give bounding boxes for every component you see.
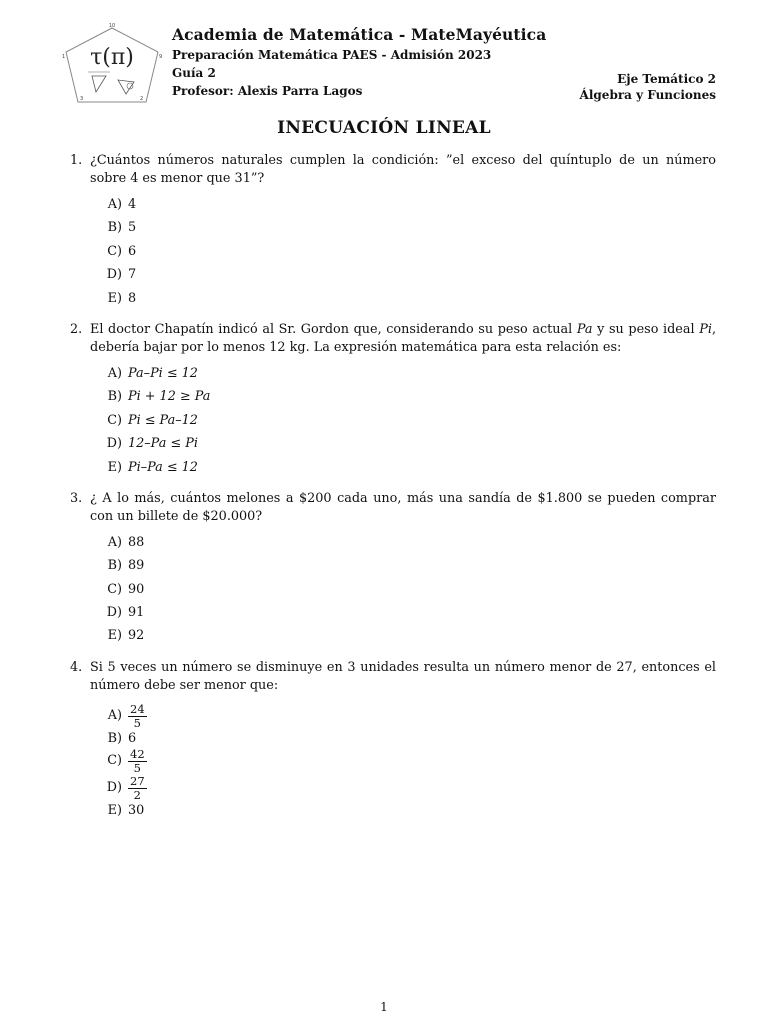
header-info: [172, 25, 546, 98]
svg-text:9: 9: [159, 54, 163, 60]
topic-name: Álgebra y Funciones: [579, 88, 716, 102]
question-text: ¿ A lo más, cuántos melones a $200 cada uno, más una sandía de $1.800 se pueden comprar con un billete de $20.000?: [90, 490, 716, 524]
question-number: 2.: [70, 321, 83, 337]
option-c: C) 6: [107, 243, 137, 259]
options-list: [98, 365, 716, 482]
option-e: E) Pi–Pa ≤ 12: [107, 459, 198, 475]
option-b: B) 5: [107, 220, 137, 236]
fraction: $\frac{24}{5}$: [130, 701, 145, 730]
question-text: ¿Cuántos números naturales cumplen la condición: ”el exceso del quíntuplo de un número sobre 4 es menor que 31”?: [90, 153, 716, 186]
option-b: B) Pi + 12 ≥ Pa: [107, 389, 211, 405]
question-number: 3.: [70, 490, 83, 506]
fraction: $\frac{27}{2}$: [130, 773, 145, 802]
option-c: C) $\frac{42}{5}$: [107, 746, 145, 775]
question-list: [68, 152, 716, 828]
institution-name: Academia de Matemática - MateMayéutica: [172, 25, 547, 44]
option-d: D) $\frac{27}{2}$: [106, 773, 145, 802]
header-topic: [580, 70, 716, 102]
question-text: Si 5 veces un número se disminuye en 3 unidades resulta un número menor de 27, entonces el número debe ser menor que:: [90, 659, 716, 693]
program-name: Preparación Matemática PAES - Admisión 2023: [172, 48, 492, 62]
svg-text:10: 10: [108, 23, 116, 29]
fraction: $\frac{42}{5}$: [130, 746, 145, 775]
guide-name: Guía 2: [172, 66, 216, 80]
page-header: [60, 22, 716, 108]
option-a: A) $\frac{24}{5}$: [107, 701, 145, 730]
option-d: D) 91: [106, 605, 145, 621]
option-c: C) 90: [107, 581, 145, 597]
professor-name: Profesor: Alexis Parra Lagos: [172, 84, 363, 98]
option-e: E) 92: [107, 628, 145, 644]
option-a: A) 4: [107, 197, 137, 212]
question-number: 4.: [70, 659, 83, 675]
question-3: [68, 490, 716, 651]
options-list: [98, 196, 716, 313]
option-b: B) 89: [107, 558, 145, 574]
svg-text:2: 2: [140, 96, 144, 102]
option-b: B) 6: [107, 730, 137, 746]
question-number: 1.: [70, 153, 83, 168]
thematic-axis: Eje Temático 2: [617, 72, 716, 86]
option-d: D) 12–Pa ≤ Pi: [106, 436, 198, 452]
option-c: C) Pi ≤ Pa–12: [107, 412, 198, 428]
options-list: [98, 534, 716, 651]
academy-logo: [60, 22, 164, 108]
options-list: [98, 703, 716, 820]
question-1: [68, 152, 716, 313]
svg-text:1: 1: [62, 54, 66, 60]
question-4: [68, 659, 716, 820]
svg-text:3: 3: [80, 96, 84, 102]
question-2: [68, 321, 716, 482]
option-a: A) Pa–Pi ≤ 12: [107, 365, 198, 381]
page-number: 1: [380, 1000, 388, 1014]
page-title: INECUACIÓN LINEAL: [277, 118, 491, 138]
option-e: E) 8: [107, 290, 137, 306]
option-a: A) 88: [107, 534, 145, 550]
option-d: D) 7: [106, 267, 137, 283]
option-e: E) 30: [107, 802, 145, 818]
svg-text:τ(π): τ(π): [90, 45, 134, 70]
question-text: El doctor Chapatín indicó al Sr. Gordon que, considerando su peso actual Pa y su peso ideal Pi, debería bajar por lo menos 12 kg. La expresión matemática para esta relación es:: [90, 321, 717, 355]
